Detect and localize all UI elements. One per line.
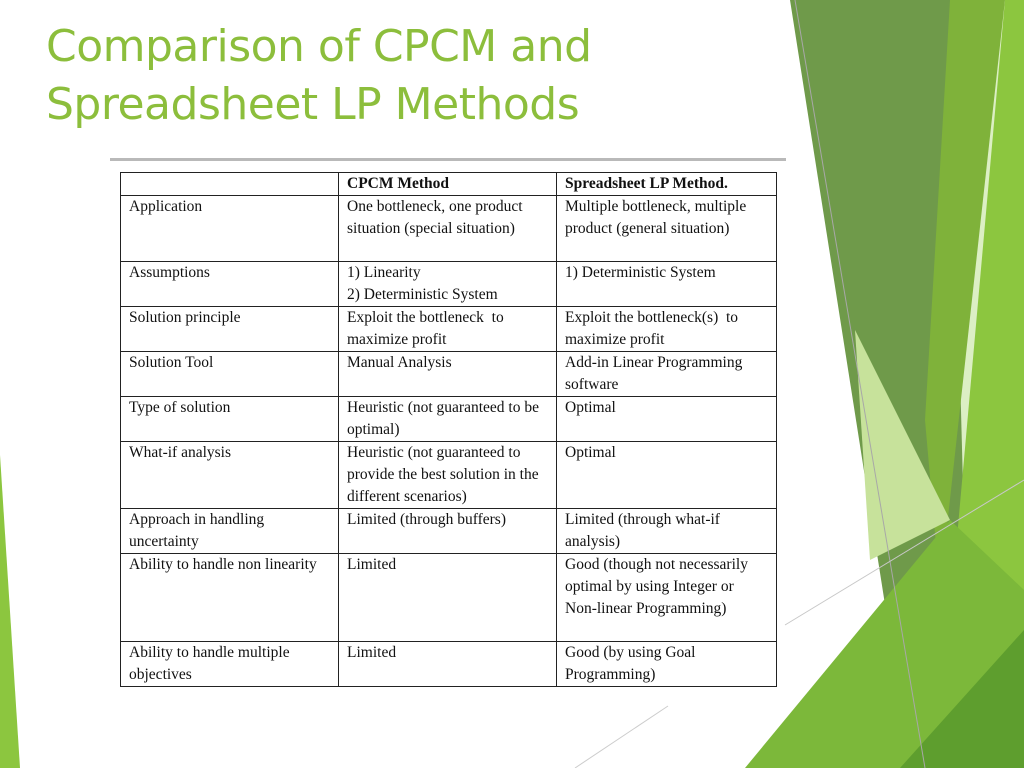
spreadsheet-lp-cell: Add-in Linear Programming software bbox=[557, 352, 777, 397]
criterion-cell: Type of solution bbox=[121, 397, 339, 442]
cpcm-cell: Manual Analysis bbox=[339, 352, 557, 397]
cpcm-cell: 1) Linearity 2) Deterministic System bbox=[339, 262, 557, 307]
thin-diagonal-line-3 bbox=[575, 706, 668, 768]
cpcm-cell: One bottleneck, one product situation (special situation) bbox=[339, 196, 557, 262]
cpcm-cell: Limited bbox=[339, 642, 557, 687]
comparison-table bbox=[120, 172, 777, 687]
spreadsheet-lp-cell: Exploit the bottleneck(s) to maximize profit bbox=[557, 307, 777, 352]
criterion-cell: Ability to handle non linearity bbox=[121, 554, 339, 642]
cpcm-cell: Heuristic (not guaranteed to be optimal) bbox=[339, 397, 557, 442]
header-cell-empty bbox=[121, 173, 339, 196]
table-row bbox=[121, 397, 777, 442]
slide-title-line-2: Spreadsheet LP Methods bbox=[46, 79, 580, 130]
table-top-rule bbox=[110, 158, 786, 161]
slide-title bbox=[46, 18, 746, 134]
table-row bbox=[121, 554, 777, 642]
spreadsheet-lp-cell: Optimal bbox=[557, 442, 777, 509]
cpcm-cell: Limited (through buffers) bbox=[339, 509, 557, 554]
spreadsheet-lp-cell: Multiple bottleneck, multiple product (general situation) bbox=[557, 196, 777, 262]
cpcm-cell: Exploit the bottleneck to maximize profit bbox=[339, 307, 557, 352]
criterion-cell: Solution Tool bbox=[121, 352, 339, 397]
table-header-row bbox=[121, 173, 777, 196]
table-row bbox=[121, 642, 777, 687]
criterion-cell: What-if analysis bbox=[121, 442, 339, 509]
slide-title-line-1: Comparison of CPCM and bbox=[46, 21, 592, 72]
criterion-cell: Assumptions bbox=[121, 262, 339, 307]
table-row bbox=[121, 509, 777, 554]
table-row bbox=[121, 352, 777, 397]
table-row bbox=[121, 307, 777, 352]
table-row bbox=[121, 442, 777, 509]
cpcm-cell: Limited bbox=[339, 554, 557, 642]
table-row bbox=[121, 262, 777, 307]
spreadsheet-lp-cell: Limited (through what-if analysis) bbox=[557, 509, 777, 554]
criterion-cell: Application bbox=[121, 196, 339, 262]
header-cell-spreadsheet-lp: Spreadsheet LP Method. bbox=[557, 173, 777, 196]
criterion-cell: Approach in handling uncertainty bbox=[121, 509, 339, 554]
spreadsheet-lp-cell: Optimal bbox=[557, 397, 777, 442]
criterion-cell: Ability to handle multiple objectives bbox=[121, 642, 339, 687]
spreadsheet-lp-cell: Good (though not necessarily optimal by using Integer or Non-linear Programming) bbox=[557, 554, 777, 642]
criterion-cell: Solution principle bbox=[121, 307, 339, 352]
spreadsheet-lp-cell: Good (by using Goal Programming) bbox=[557, 642, 777, 687]
header-cell-cpcm: CPCM Method bbox=[339, 173, 557, 196]
spreadsheet-lp-cell: 1) Deterministic System bbox=[557, 262, 777, 307]
table-row bbox=[121, 196, 777, 262]
left-green-sliver bbox=[0, 455, 20, 768]
cpcm-cell: Heuristic (not guaranteed to provide the best solution in the different scenarios) bbox=[339, 442, 557, 509]
